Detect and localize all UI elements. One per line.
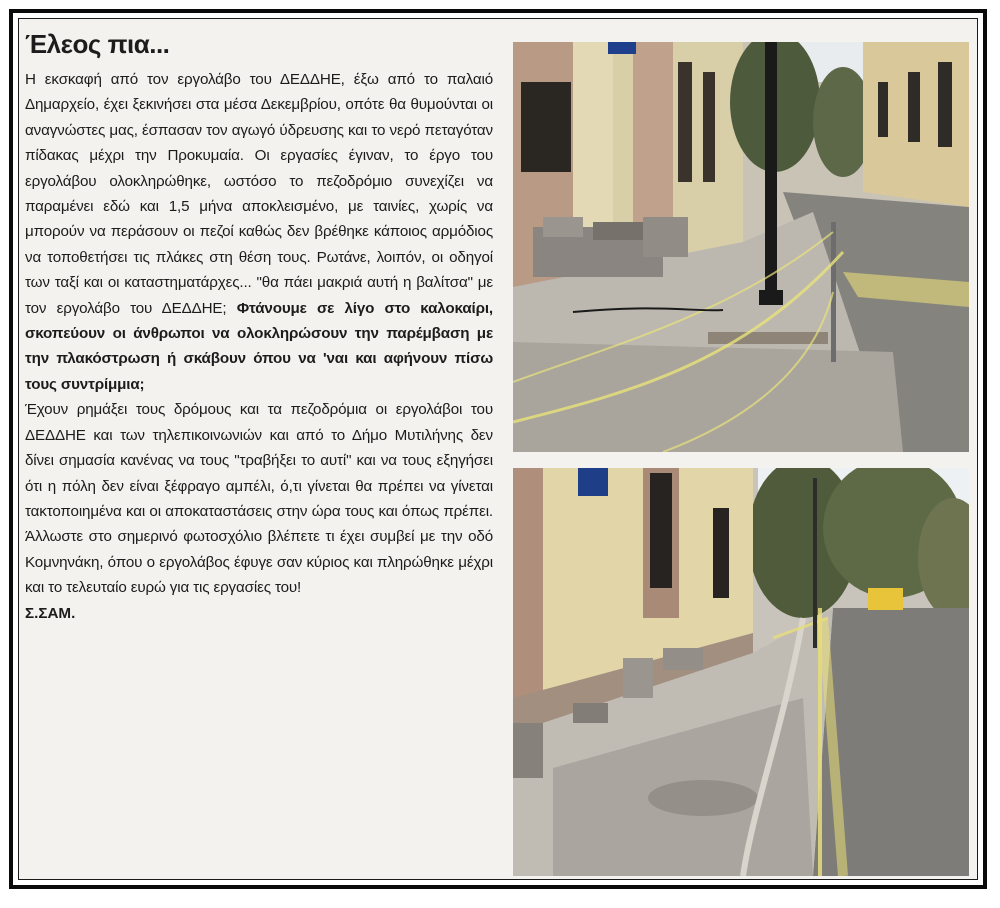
author-signature: Σ.ΣΑΜ. xyxy=(25,604,76,622)
photo-sidewalk-town-hall xyxy=(513,42,969,452)
article-paragraph-1 xyxy=(25,67,493,397)
article-inner-frame xyxy=(18,18,978,880)
paragraph-1-text: Η εκσκαφή από τον εργολάβο του ΔΕΔΔΗΕ, έξω από το παλαιό Δημαρχείο, έχει ξεκινήσει στα μέσα Δεκεμβρίου, οπότε θα θυμούνται οι αναγνώστες μας, έσπασαν τον αγωγό ύδρευσης και το νερό πεταγόταν πίδακας μέχρι την Προκυμαία. Οι εργασίες έγιναν, το έργο του εργολάβου ολοκληρώθηκε, ωστόσο το πεζοδρόμιο συνεχίζει να παραμένει εδώ και 1,5 μήνα αποκλεισμένο, με ταινίες, χωρίς να μπορούν να περάσουν οι πεζοί καθώς δεν βρέθηκε κάποιος αρμόδιος να τοποθετήσει τις πλάκες στη θέση τους. Ρωτάνε, λοιπόν, οι οδηγοί των ταξί και οι καταστηματάρχες... "θα πάει μακριά αυτή η βαλίτσα" με τον εργολάβο του ΔΕΔΔΗΕ; xyxy=(25,71,493,317)
photo-top-image xyxy=(513,42,969,452)
photo-bottom-image xyxy=(513,468,969,876)
article-outer-frame xyxy=(9,9,987,889)
paragraph-1-bold-text: Φτάνουμε σε λίγο στο καλοκαίρι, σκοπεύουν οι άνθρωποι να ολοκληρώσουν την παρέμβαση με την πλακόστρωση ή σκάβουν όπου να 'ναι και αφήνουν πίσω τους συντρίμμια; xyxy=(25,299,493,393)
article-headline: Έλεος πια... xyxy=(25,29,170,59)
article-paragraph-2: Έχουν ρημάξει τους δρόμους και τα πεζοδρόμια οι εργολάβοι του ΔΕΔΔΗΕ και των τηλεπικοινωνιών και από το Δήμο Μυτιλήνης δεν δίνει σημασία κανένας να τους "τραβήξει το αυτί" και να τους εξηγήσει ότι η πόλη δεν είναι ξέφραγο αμπέλι, ό,τι γίνεται θα πρέπει να γίνεται τακτοποιημένα και οι αποκαταστάσεις στην ώρα τους και όπως πρέπει. Άλλωστε στο σημερινό φωτοσχόλιο βλέπετε τι έχει συμβεί με την οδό Κομνηνάκη, όπου ο εργολάβος έφυγε σαν κύριος και πληρώθηκε μέχρι και το τελευταίο ευρώ για τις εργασίες του! xyxy=(25,401,493,597)
photo-sidewalk-komninaki xyxy=(513,468,969,876)
article-text-column xyxy=(25,27,493,626)
